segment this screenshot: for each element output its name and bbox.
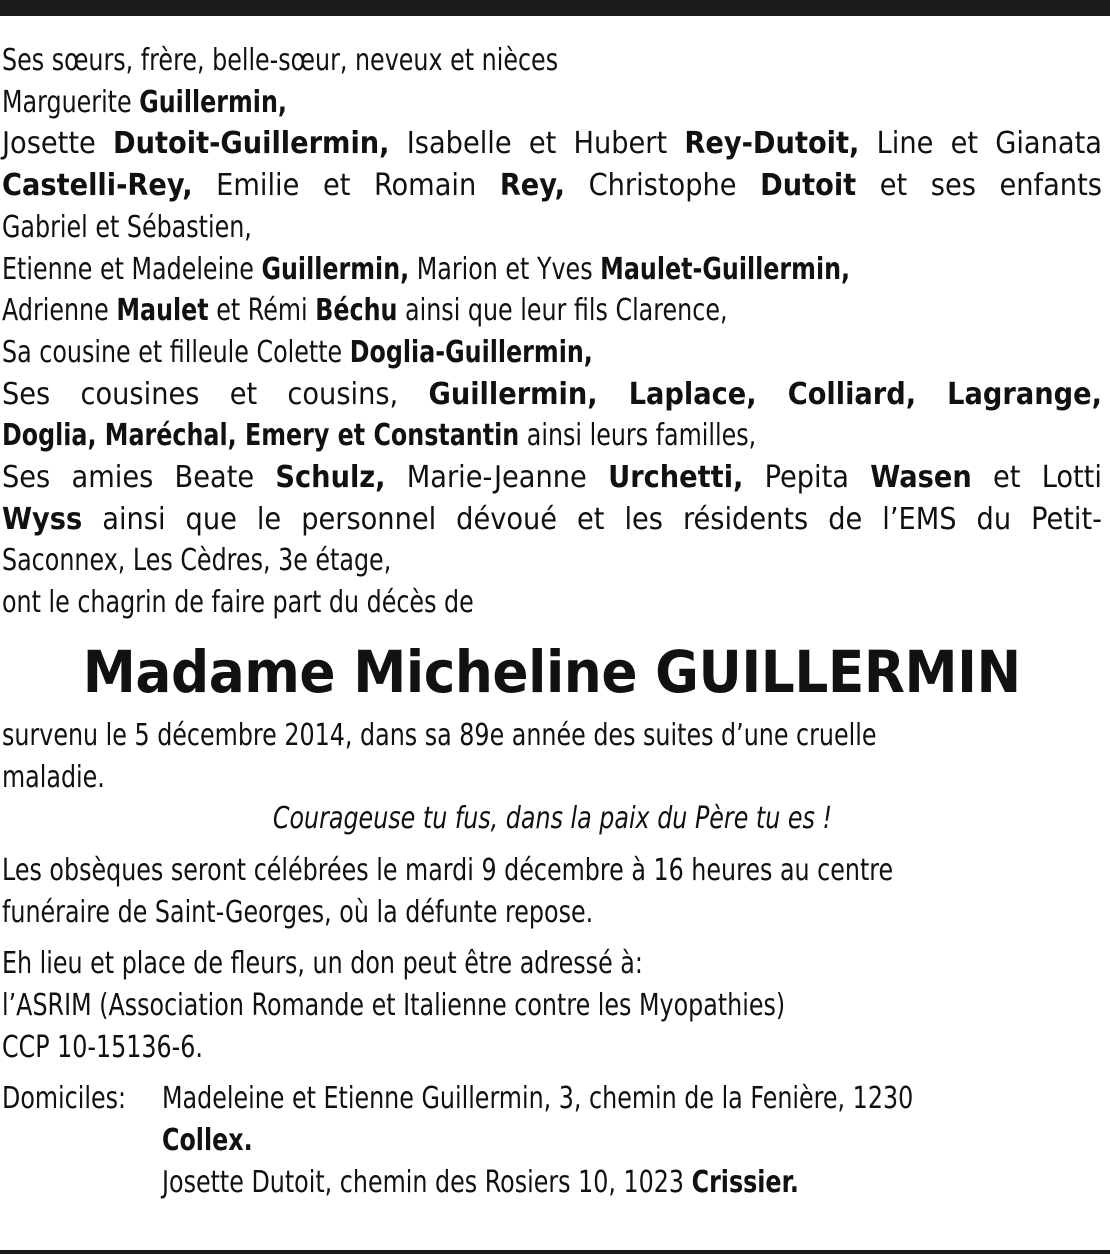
- family-text: Isabelle et Hubert: [389, 126, 685, 162]
- domiciles-entries: [162, 1078, 1110, 1203]
- bottom-rule: [0, 1250, 1110, 1254]
- family-text: Emilie et Romain: [192, 168, 500, 204]
- family-line: [2, 582, 1102, 624]
- donation-line-1: Eh lieu et place de fleurs, un don peut être adressé à:: [2, 946, 643, 982]
- family-name-bold: Dutoit-Guillermin,: [112, 126, 390, 162]
- family-line: [2, 207, 1102, 249]
- domicile-entry-1-city: Collex.: [162, 1123, 253, 1159]
- family-text: Line et Gianata: [859, 126, 1102, 162]
- family-text: ainsi que leur fils Clarence,: [397, 293, 728, 329]
- family-text: et ses enfants: [856, 168, 1102, 204]
- family-text: Gabriel et Sébastien,: [2, 209, 252, 245]
- family-text: ont le chagrin de faire part du décès de: [2, 585, 474, 621]
- motto: Courageuse tu fus, dans la paix du Père tu es !: [272, 801, 832, 837]
- funeral-info: [2, 850, 1102, 933]
- family-name-bold: Maulet-Guillermin,: [600, 251, 851, 287]
- death-announcement: [2, 715, 1102, 798]
- family-name-bold: Dutoit: [760, 168, 857, 204]
- domicile-entry-2-city: Crissier.: [691, 1164, 799, 1200]
- family-line: [2, 40, 1102, 82]
- family-text: Marion et Yves: [409, 251, 601, 287]
- family-text: Christophe: [565, 168, 761, 204]
- death-line-2: maladie.: [2, 759, 105, 795]
- family-text: Saconnex, Les Cèdres, 3e étage,: [2, 543, 392, 579]
- obituary-notice: [2, 40, 1102, 1204]
- domiciles-label: Domiciles:: [2, 1081, 127, 1117]
- family-text: Etienne et Madeleine: [2, 251, 262, 287]
- family-text: Marguerite: [2, 84, 140, 120]
- family-name-bold: Doglia, Maréchal, Emery et Constantin: [2, 418, 520, 454]
- domicile-entry-2: [162, 1162, 1110, 1204]
- family-text: Ses amies Beate: [2, 460, 276, 496]
- family-list: [2, 40, 1102, 624]
- family-text: Ses sœurs, frère, belle-sœur, neveux et nièces: [2, 43, 559, 78]
- family-text: Josette: [2, 126, 113, 162]
- donation-info: [2, 943, 1102, 1068]
- funeral-line-2: funéraire de Saint-Georges, où la défunte repose.: [2, 894, 594, 930]
- domiciles: [2, 1078, 1102, 1203]
- family-line: [2, 374, 1102, 416]
- family-name-bold: Rey,: [499, 168, 566, 204]
- family-text: et Lotti: [971, 460, 1102, 496]
- family-line: [2, 457, 1102, 499]
- family-name-bold: Maulet: [116, 293, 209, 329]
- family-line: [2, 499, 1102, 541]
- family-name-bold: Wyss: [2, 501, 83, 537]
- family-name-bold: Wasen: [870, 460, 972, 496]
- family-name-bold: Urchetti,: [608, 460, 744, 496]
- family-name-bold: Béchu: [315, 293, 398, 329]
- donation-line-2: l’ASRIM (Association Romande et Italienne contre les Myopathies): [2, 988, 786, 1024]
- family-line: [2, 415, 1102, 457]
- top-rule: [0, 0, 1110, 16]
- family-line: [2, 165, 1102, 207]
- death-line-1: survenu le 5 décembre 2014, dans sa 89e année des suites d’une cruelle: [2, 717, 877, 753]
- family-name-bold: Doglia-Guillermin,: [349, 334, 593, 370]
- deceased-name: Madame Micheline GUILLERMIN: [83, 637, 1021, 706]
- family-name-bold: Rey-Dutoit,: [684, 126, 860, 162]
- family-text: Marie-Jeanne: [385, 460, 609, 496]
- family-name-bold: Guillermin,: [139, 84, 287, 120]
- family-line: [2, 82, 1102, 124]
- family-text: Sa cousine et filleule Colette: [2, 334, 350, 370]
- family-text: Ses cousines et cousins,: [2, 376, 429, 412]
- family-text: Pepita: [743, 460, 871, 496]
- family-line: [2, 332, 1102, 374]
- family-text: ainsi que le personnel dévoué et les résidents de l’EMS du Petit-: [82, 501, 1102, 537]
- family-line: [2, 540, 1102, 582]
- family-line: [2, 249, 1102, 291]
- family-name-bold: Schulz,: [275, 460, 386, 496]
- family-text: ainsi leurs familles,: [519, 418, 757, 454]
- family-name-bold: Castelli-Rey,: [2, 168, 193, 204]
- family-name-bold: Guillermin, Laplace, Colliard, Lagrange,: [428, 376, 1102, 412]
- family-name-bold: Guillermin,: [261, 251, 410, 287]
- family-text: et Rémi: [208, 293, 316, 329]
- funeral-line-1: Les obsèques seront célébrées le mardi 9 décembre à 16 heures au centre: [2, 852, 894, 888]
- donation-line-3: CCP 10-15136-6.: [2, 1029, 203, 1065]
- family-line: [2, 290, 1102, 332]
- domicile-entry-2-text: Josette Dutoit, chemin des Rosiers 10, 1023: [162, 1164, 692, 1200]
- family-line: [2, 123, 1102, 165]
- domicile-entry-1: Madeleine et Etienne Guillermin, 3, chemin de la Fenière, 1230: [162, 1081, 914, 1117]
- family-text: Adrienne: [2, 293, 117, 329]
